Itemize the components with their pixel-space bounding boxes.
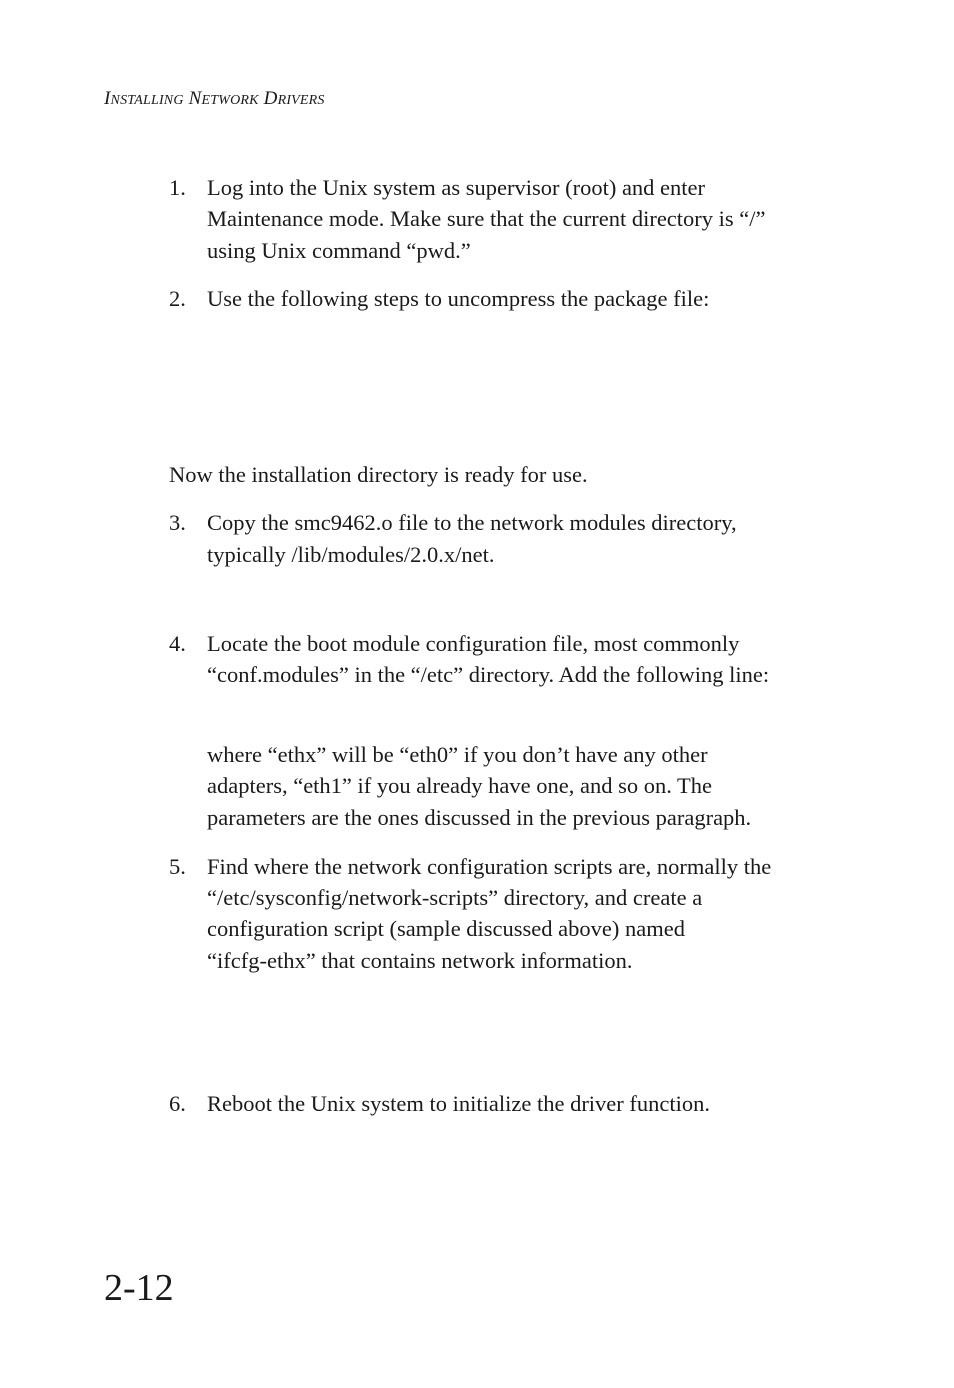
step-note-line: parameters are the ones discussed in the previous paragraph. [207,805,752,830]
header-initial: I [104,88,111,109]
step-text-line: Log into the Unix system as supervisor (root) and enter [207,175,706,200]
header-rest: ETWORK [201,93,259,108]
step-text-line: “conf.modules” in the “/etc” directory. Add the following line: [207,662,770,687]
step-number: 5. [169,854,186,879]
running-header [104,88,325,110]
step-text-line: Maintenance mode. Make sure that the current directory is “/” [207,206,766,231]
step-text-line: Copy the smc9462.o file to the network modules directory, [207,510,737,535]
step-number: 3. [169,510,186,535]
step-number: 4. [169,631,186,656]
paragraph: Now the installation directory is ready for use. [169,462,588,487]
page-number: 2-12 [104,1267,174,1309]
step-text-line: Use the following steps to uncompress the package file: [207,286,710,311]
header-rest: NSTALLING [110,93,184,108]
step-text-line: using Unix command “pwd.” [207,238,471,263]
step-text-line: Reboot the Unix system to initialize the driver function. [207,1091,711,1116]
step-number: 2. [169,286,186,311]
header-initial: N [188,88,202,109]
header-initial: D [263,88,278,109]
step-text-line: “/etc/sysconfig/network-scripts” directory, and create a [207,885,703,910]
step-number: 6. [169,1091,186,1116]
step-note-line: where “ethx” will be “eth0” if you don’t have any other [207,742,708,767]
step-text-line: configuration script (sample discussed above) named [207,916,685,941]
header-rest: RIVERS [277,93,325,108]
step-text-line: Find where the network configuration scripts are, normally the [207,854,772,879]
step-text-line: Locate the boot module configuration file, most commonly [207,631,740,656]
step-note-line: adapters, “eth1” if you already have one, and so on. The [207,773,713,798]
step-number: 1. [169,175,186,200]
step-text-line: “ifcfg-ethx” that contains network information. [207,948,633,973]
step-text-line: typically /lib/modules/2.0.x/net. [207,542,495,567]
